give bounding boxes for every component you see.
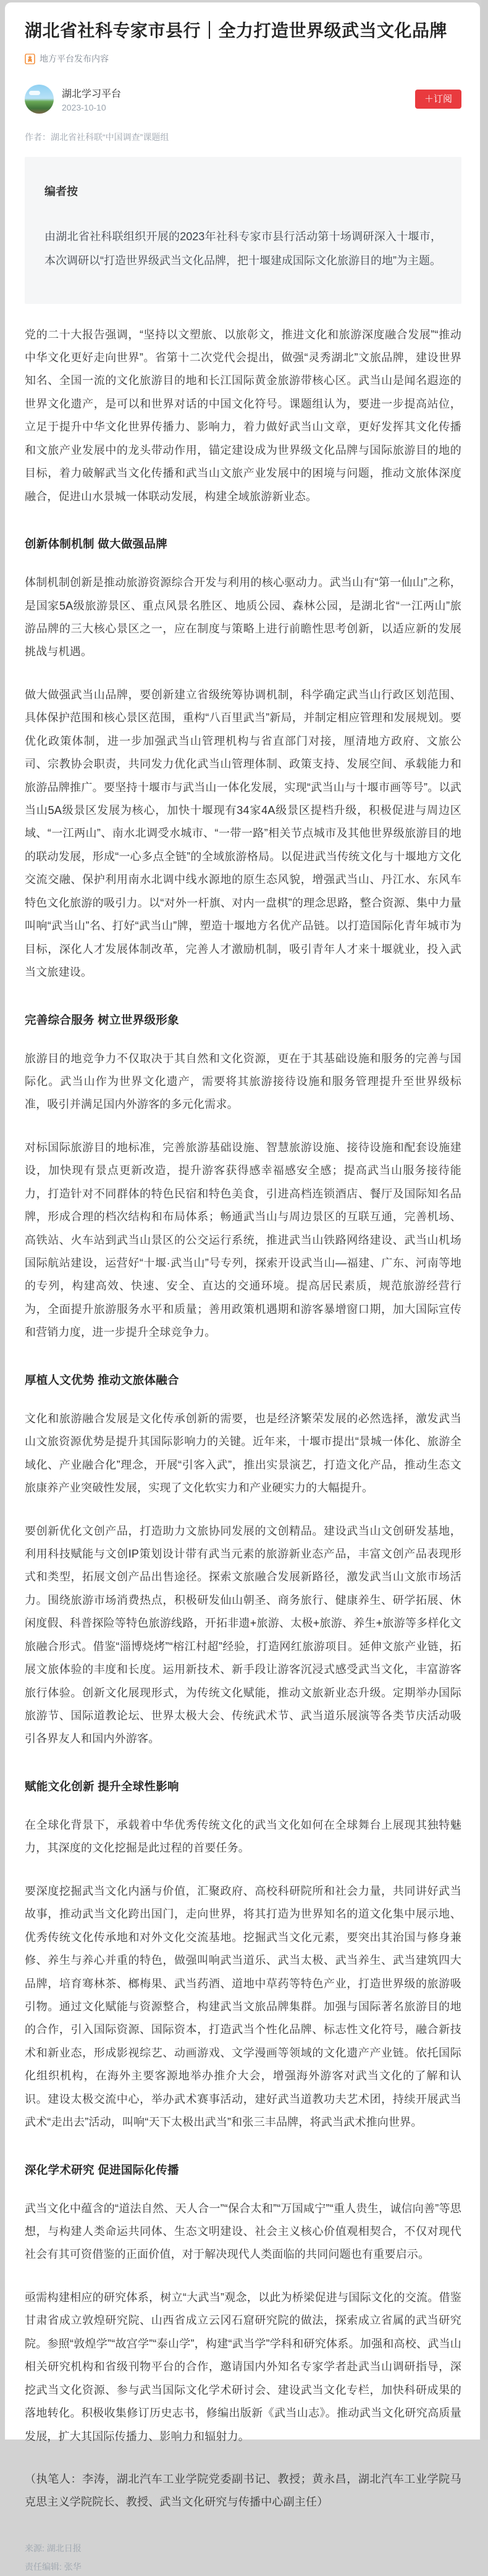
subscribe-button[interactable]: ＋订阅 [415, 90, 461, 109]
section-5-paragraph-1: 武当文化中蕴含的“道法自然、天人合一”“保合太和”“万国咸宁”“重人贵生，诚信向善”等思想，与构建人类命运共同体、生态文明建设、社会主义核心价值观相契合，不仅对现代社会有其可资借鉴的正面价值，对于解决现代人类面临的共同问题也有重要启示。 [25, 2202, 461, 2261]
editor-note-heading: 编者按 [44, 185, 78, 198]
editor-note-text: 由湖北省社科联组织开展的2023年社科专家市县行活动第十场调研深入十堰市，本次调研以“打造世界级武当文化品牌，把十堰建成国际文化旅游目的地”为主题。 [44, 230, 442, 267]
local-platform-badge-icon [25, 54, 35, 64]
section-4-paragraph-2: 要深度挖掘武当文化内涵与价值，汇聚政府、高校科研院所和社会力量，共同讲好武当故事，推动武当文化跨出国门，走向世界，将其打造为世界知名的道文化集中展示地、优秀传统文化传承地和对外文化交流基地。挖掘武当文化元素，要突出其治国与修身兼修、养生与养心并重的特色，做强叫响武当道乐、武当太极、武当养生、武当建筑四大品牌，培育骞林茶、榔梅果、武当药酒、道地中草药等特色产业，打造世界级的旅游吸引物。通过文化赋能与资源整合，构建武当文旅品牌集群。加强与国际著名旅游目的地的合作，引入国际资源、国际资本，打造武当个性化品牌、标志性文化符号，融合新技术和新业态，形成影视综艺、动画游戏、文学漫画等领域的文化遗产产业链。依托国际化组织机构，在海外主要客源地举办推介大会，增强海外游客对武当文化的了解和认识。建设太极交流中心，举办武术赛事活动，建好武当道教功夫艺术团，持续开展武当武术“走出去”活动，叫响“天下太极出武当”和张三丰品牌，将武当武术推向世界。 [25, 1884, 461, 2129]
publisher-row [25, 85, 461, 114]
section-heading-1: 创新体制机制 做大做强品牌 [25, 537, 168, 551]
platform-badge [25, 52, 461, 65]
section-heading-5: 深化学术研究 促进国际化传播 [25, 2163, 179, 2176]
intro-paragraph: 党的二十大报告强调，“坚持以文塑旅、以旅彰文，推进文化和旅游深度融合发展”“推动中华文化更好走向世界”。省第十二次党代会提出，做强“灵秀湖北”文旅品牌，建设世界知名、全国一流的文化旅游目的地和长江国际黄金旅游带核心区。武当山是闻名遐迩的世界文化遗产，是可以和世界对话的中国文化符号。课题组认为，要进一步提高站位，立足于提升中华文化世界传播力、影响力，着力做好武当山文章，更好发挥其文化传播和文旅产业发展中的龙头带动作用，锚定建设成为世界级文化品牌与国际旅游目的地的目标，着力破解武当文化传播和武当山文旅产业发展中的困境与问题，推动文旅体深度融合，促进山水景城一体联动发展，构建全域旅游新业态。 [25, 328, 461, 503]
section-3-paragraph-2: 要创新优化文创产品，打造助力文旅协同发展的文创精品。建设武当山文创研发基地，利用科技赋能与文创IP策划设计带有武当元素的旅游新业态产品，丰富文创产品表现形式和类型，拓展文创产品出售途径。探索文旅融合发展新路径，激发武当山文旅市场活力。围绕旅游市场消费热点，积极研发仙山朝圣、商务旅行、健康养生、研学拓展、休闲度假、科普探险等特色旅游线路，开拓非遗+旅游、太极+旅游、养生+旅游等多样化文旅融合形式。借鉴“淄博烧烤”“榕江村超”经验，打造网红旅游项目。延伸文旅产业链，拓展文旅体验的丰度和长度。运用新技术、新手段让游客沉浸式感受武当文化，丰富游客旅行体验。创新文化展现形式，为传统文化赋能，推动文旅新业态升级。定期举办国际旅游节、国际道教论坛、世界太极大会、传统武术节、武当道乐展演等各类节庆活动吸引各界友人和国内外游客。 [25, 1524, 461, 1745]
article-footer [25, 2539, 461, 2576]
section-2-paragraph-2: 对标国际旅游目的地标准，完善旅游基础设施、智慧旅游设施、接待设施和配套设施建设，加快现有景点更新改造，提升游客获得感幸福感安全感；提高武当山服务接待能力，打造针对不同群体的特色民宿和特色美食，引进高档连锁酒店、餐厅及国际知名品牌，形成合理的档次结构和布局体系；畅通武当山与周边景区的互联互通，完善机场、高铁站、火车站到武当山景区的公交运行系统，推进武当山铁路网络建设、武当山机场国际航站建设，运营好“十堰·武当山”号专列，探索开设武当山—福建、广东、河南等地的专列，构建高效、快速、安全、直达的交通环境。提高居民素质，规范旅游经营行为，全面提升旅游服务水平和质量；善用政策机遇期和游客暴增窗口期，加大国际宣传和营销力度，进一步提升全球竞争力。 [25, 1141, 461, 1339]
byline: 作者：湖北省社科联“中国调查”课题组 [25, 132, 169, 143]
signature-paragraph: （执笔人：李涛，湖北汽车工业学院党委副书记、教授；黄永昌，湖北汽车工业学院马克思主义学院院长、教授、武当文化研究与传播中心副主任） [25, 2472, 461, 2509]
section-2-paragraph-1: 旅游目的地竞争力不仅取决于其自然和文化资源，更在于其基础设施和服务的完善与国际化。武当山作为世界文化遗产，需要将其旅游接待设施和服务管理提升至世界级标准，吸引并满足国内外游客的多元化需求。 [25, 1052, 461, 1111]
section-heading-3: 厚植人文优势 推动文旅体融合 [25, 1373, 179, 1387]
article-title: 湖北省社科专家市县行｜全力打造世界级武当文化品牌 [25, 21, 448, 40]
section-1-paragraph-2: 做大做强武当山品牌，要创新建立省级统筹协调机制，科学确定武当山行政区划范围、具体保护范围和核心景区范围，重构“八百里武当”新局，并制定相应管理和发展规划。要优化政策体制，进一步加强武当山管理机构与省直部门对接，厘清地方政府、文旅公司、宗教协会职责，共同发力优化武当山管理体制、政策支持、发展空间、承载能力和旅游品牌推广。要坚持十堰市与武当山一体化发展，实现“武当山与十堰市画等号”。以武当山5A级景区发展为核心，加快十堰现有34家4A级景区提档升级，积极促进与周边区域、“一江两山”、南水北调受水城市、“一带一路”相关节点城市及其他世界级旅游目的地的联动发展，形成“一心多点全链”的全域旅游格局。以促进武当传统文化与十堰地方文化交流交融、保护利用南水北调中线水源地的原生态风貌，增强武当山、丹江水、东风车特色文化旅游的吸引力。以“对外一杆旗、对内一盘棋”的理念思路，整合资源、集中力量叫响“武当山”名、打好“武当山”牌，塑造十堰地方名优产品链。以打造国际化青年城市为目标，深化人才发展体制改革，完善人才激励机制，吸引青年人才来十堰就业，投入武当文旅建设。 [25, 688, 461, 979]
section-5-paragraph-2: 亟需构建相应的研究体系，树立“大武当”观念，以此为桥梁促进与国际文化的交流。借鉴甘肃省成立敦煌研究院、山西省成立云冈石窟研究院的做法，探索成立省属的武当研究院。参照“敦煌学”“故宫学”“泰山学”，构建“武当学”学科和研究体系。加强和高校、武当山相关研究机构和省级刊物平台的合作，邀请国内外知名专家学者赴武当山调研指导，深挖武当文化资源、参与武当国际文化学术研讨会、建设武当文化专栏，加快科研成果的落地转化。积极收集修订历史志书，修编出版新《武当山志》。推动武当文化研究高质量发展，扩大其国际传播力、影响力和辐射力。 [25, 2291, 461, 2443]
platform-badge-label: 地方平台发布内容 [40, 54, 109, 64]
section-4-paragraph-1: 在全球化背景下，承载着中华优秀传统文化的武当文化如何在全球舞台上展现其独特魅力，其深度的文化挖掘是此过程的首要任务。 [25, 1818, 461, 1855]
publisher-meta [62, 86, 121, 112]
article-card [5, 2, 480, 2572]
section-heading-2: 完善综合服务 树立世界级形象 [25, 1013, 179, 1026]
editor-note-box [25, 157, 461, 303]
publish-date: 2023-10-10 [62, 103, 106, 113]
source-line: 来源: 湖北日报 [25, 2543, 82, 2553]
responsible-editor-line: 责任编辑: 张华 [25, 2561, 82, 2572]
section-heading-4: 赋能文化创新 提升全球性影响 [25, 1779, 179, 1793]
publisher-name[interactable]: 湖北学习平台 [62, 89, 122, 100]
section-1-paragraph-1: 体制机制创新是推动旅游资源综合开发与利用的核心驱动力。武当山有“第一仙山”之称，是国家5A级旅游景区、重点风景名胜区、地质公园、森林公园，是湖北省“一江两山”旅游品牌的三大核心景区之一，应在制度与策略上进行前瞻性思考创新，以适应新的发展挑战与机遇。 [25, 576, 461, 658]
scrollbar-track[interactable] [481, 0, 488, 2440]
section-3-paragraph-1: 文化和旅游融合发展是文化传承创新的需要，也是经济繁荣发展的必然选择，激发武当山文旅资源优势是提升其国际影响力的关键。近年来，十堰市提出“景城一体化、旅游全域化、产业融合化”理念，开展“引客入武”，推出实景演艺，打造文化产品，推动生态文旅康养产业突破性发展，实现了文化软实力和产业硬实力的大幅提升。 [25, 1412, 461, 1495]
publisher-avatar[interactable] [25, 85, 54, 114]
